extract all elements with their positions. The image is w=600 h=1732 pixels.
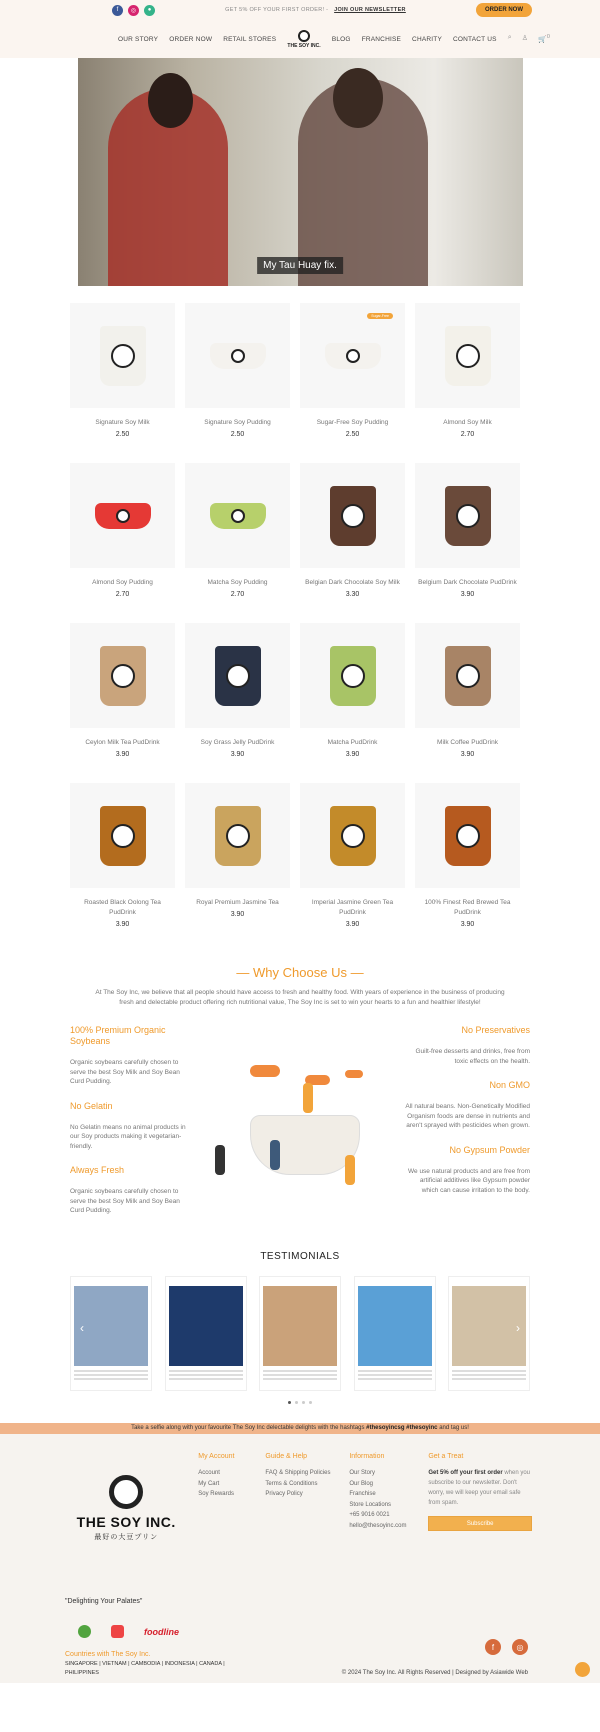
product-price: 3.90 [115,751,130,758]
product-image[interactable] [185,463,290,568]
product-name[interactable]: Imperial Jasmine Green Tea PudDrink [311,899,394,916]
footer-link[interactable]: My Cart [198,1480,220,1487]
post-caption-lines [452,1370,526,1380]
product-image[interactable] [300,783,405,888]
feature-title: No Gelatin [70,1100,113,1111]
logo-mascot-icon [341,664,365,688]
feature-text: Organic soybeans carefully chosen to serve the best Soy Milk and Soy Bean Curd Pudding. [70,1059,180,1085]
footer-email[interactable]: hello@thesoyinc.com [349,1522,407,1529]
cart-count: 0 [546,34,550,41]
chat-widget-icon[interactable] [575,1662,590,1677]
product-price: 3.90 [230,911,245,918]
feature-text: All natural beans. Non-Genetically Modified Organism foods are dense in nutrients and aren't sprayed with pesticides when grown. [405,1103,530,1129]
logo-text: THE SOY INC. [287,42,321,49]
product-image[interactable] [70,783,175,888]
hashtag: #thesoyincsg [366,1425,405,1431]
slider-dot[interactable] [302,1401,305,1404]
product-card[interactable] [185,303,290,463]
product-price: 2.50 [115,431,130,438]
person-illustration [345,1155,355,1185]
chevron-left-icon[interactable]: ‹ [80,1321,84,1335]
product-name[interactable]: Belgian Dark Chocolate Soy Milk [305,579,400,586]
nav-left [118,36,276,43]
copyright: © 2024 The Soy Inc. All Rights Reserved | Designed by Asiawide Web [341,1670,528,1676]
footer-link[interactable]: Our Story [349,1470,376,1476]
partner-logo-foodline[interactable]: foodline [144,1626,179,1637]
product-price: 2.50 [345,431,360,438]
drink-cup-icon [445,486,491,546]
nav-order-now[interactable]: ORDER NOW [169,35,213,43]
instagram-post[interactable] [354,1276,436,1391]
product-price: 2.70 [115,591,130,598]
logo-mascot-icon [456,504,480,528]
footer-logo[interactable] [65,1475,187,1542]
footer-link[interactable]: Franchise [349,1491,376,1497]
partner-logo-grab[interactable] [78,1625,91,1638]
feature-text: Organic soybeans carefully chosen to serve the best Soy Milk and Soy Bean Curd Pudding. [70,1188,180,1214]
post-caption-lines [358,1370,432,1380]
pudding-tub-icon [210,343,266,369]
footer-link[interactable]: FAQ & Shipping Policies [265,1470,331,1476]
product-name[interactable]: Almond Soy Pudding [92,579,153,586]
feature-non-gmo [405,1080,530,1131]
person-illustration [270,1140,280,1170]
product-card[interactable] [185,783,290,943]
product-name[interactable]: Matcha Soy Pudding [207,579,268,586]
product-price: 3.90 [345,751,360,758]
features-right [405,1025,530,1235]
testimonials [0,1251,600,1404]
product-grid [70,303,530,943]
product-card[interactable] [300,623,405,783]
footer-social [485,1639,528,1655]
cloud-icon [345,1070,363,1078]
product-card[interactable] [70,623,175,783]
why-intro: At The Soy Inc, we believe that all people should have access to fresh and healthy food. With years of experience in the business of producing fresh and delectable product offering rich nutritional value, The Soy Inc is set to win your hearts to a fun and healthier lifestyle! [95,989,505,1006]
feature-title: No Preservatives [461,1025,530,1035]
logo-mascot-icon [226,824,250,848]
pudding-tub-icon [325,343,381,369]
slider-dot[interactable] [309,1401,312,1404]
footer [0,1434,600,1683]
product-card[interactable] [70,463,175,623]
drink-cup-icon [445,646,491,706]
logo-mascot-icon [111,344,135,368]
logo-mascot-icon [111,824,135,848]
newsletter-link[interactable]: JOIN OUR NEWSLETTER [334,7,406,13]
product-price: 3.90 [460,921,475,928]
footer-logo-name: THE SOY INC. [76,1514,176,1530]
footer-countries [65,1651,225,1678]
slider-dots [0,1401,600,1404]
features-left [70,1025,195,1235]
soy-tub-illustration [250,1115,360,1175]
hashtag: #thesoyinc [406,1425,438,1431]
order-now-button[interactable]: ORDER NOW [476,3,532,17]
drink-cup-icon [445,806,491,866]
post-photo [169,1286,243,1366]
hero-head-left [148,73,193,128]
countries-title: Countries with The Soy Inc. [65,1651,151,1658]
post-photo [452,1286,526,1366]
drink-cup-icon [330,806,376,866]
footer-phone[interactable]: +65 9016 0021 [349,1512,390,1518]
subscribe-button[interactable]: Subscribe [428,1516,532,1531]
product-card[interactable] [300,783,405,943]
nav-retail-stores[interactable]: RETAIL STORES [223,35,277,43]
footer-link[interactable]: Store Locations [349,1501,392,1508]
product-card[interactable] [185,463,290,623]
feature-title: Non GMO [489,1080,530,1090]
drink-cup-icon [330,646,376,706]
product-price: 3.30 [345,591,360,598]
product-card[interactable] [70,783,175,943]
feature-no-gelatin [70,1101,195,1152]
logo-mascot-icon [109,1475,143,1509]
post-photo [263,1286,337,1366]
feature-text: We use natural products and are free from artificial additives like Gypsum powder which can cause irritation to the body. [408,1167,530,1194]
product-price: 3.90 [230,751,245,758]
feature-always-fresh [70,1165,195,1216]
footer-tagline: "Delighting Your Palates" [65,1598,143,1605]
footer-logo-jp: 最好の大豆プリン [94,1534,159,1541]
feature-no-preservatives [405,1025,530,1066]
logo-mascot-icon [116,509,130,523]
countries-list: SINGAPORE | VIETNAM | CAMBODIA | INDONESIA | CANADA | PHILIPPINES [65,1661,225,1676]
product-image[interactable] [185,623,290,728]
selfie-banner [0,1423,600,1434]
social-links [112,5,155,16]
product-image[interactable] [415,783,520,888]
product-image[interactable] [415,463,520,568]
product-name[interactable]: Belgium Dark Chocolate PudDrink [418,579,517,586]
nav-right [332,36,497,43]
hero-video[interactable] [78,58,523,286]
testimonial-slider[interactable] [70,1276,530,1391]
logo-mascot-icon [456,824,480,848]
testimonials-title: TESTIMONIALS [260,1251,340,1262]
drink-cup-icon [330,486,376,546]
why-title: — Why Choose Us — [236,965,364,980]
cart-icon[interactable]: 🛒$^0$ [538,34,550,44]
product-card[interactable] [415,623,520,783]
logo-mascot-icon [346,349,360,363]
partner-logo-foodpanda[interactable] [111,1625,124,1638]
product-price: 2.70 [460,431,475,438]
post-photo [74,1286,148,1366]
product-card[interactable] [300,303,405,463]
post-caption-lines [169,1370,243,1380]
partner-logos [78,1625,179,1638]
footer-link[interactable]: Account [198,1470,220,1476]
why-illustration [195,1045,405,1235]
footer-link[interactable]: Our Blog [349,1480,374,1487]
logo-mascot-icon [456,664,480,688]
features [70,1025,530,1235]
instagram-icon[interactable]: ◎ [128,5,139,16]
product-card[interactable] [415,783,520,943]
logo-mascot-icon [111,664,135,688]
post-caption-lines [263,1370,337,1380]
product-name[interactable]: Sugar-Free Soy Pudding [316,419,389,426]
product-name[interactable]: Royal Premium Jasmine Tea [196,899,279,906]
product-card[interactable] [70,303,175,463]
product-card[interactable] [415,303,520,463]
person-illustration [303,1083,313,1113]
footer-col-guide [265,1453,349,1542]
drink-cup-icon [215,806,261,866]
treat-title: Get a Treat [428,1453,464,1460]
facebook-icon[interactable]: f [112,5,123,16]
feature-no-gypsum [405,1145,530,1196]
drink-cup-icon [100,806,146,866]
product-name[interactable]: Soy Grass Jelly PudDrink [200,739,275,746]
footer-link[interactable]: Terms & Conditions [265,1480,318,1487]
footer-link[interactable]: Privacy Policy [265,1491,303,1497]
product-price: 3.90 [345,921,360,928]
promo-banner [225,7,406,13]
feature-text: Guilt-free desserts and drinks, free from toxic effects on the health. [415,1048,530,1065]
feature-title: No Gypsum Powder [449,1144,530,1155]
chevron-right-icon[interactable]: › [516,1321,520,1335]
product-image[interactable] [70,623,175,728]
footer-col-info [349,1453,428,1542]
product-price: 2.50 [230,431,245,438]
product-name[interactable]: Signature Soy Milk [95,419,150,426]
product-card[interactable] [415,463,520,623]
product-image[interactable] [70,463,175,568]
nav-franchise[interactable]: FRANCHISE [361,35,402,43]
product-image[interactable] [415,623,520,728]
top-bar [0,0,600,20]
product-image[interactable] [300,623,405,728]
tripadvisor-icon[interactable]: ● [144,5,155,16]
product-price: 3.90 [460,591,475,598]
footer-col-title: Guide & Help [265,1453,308,1460]
feature-text: No Gelatin means no animal products in our Soy products making it vegetarian-friendly. [70,1123,186,1150]
feature-organic [70,1025,195,1087]
product-name[interactable]: 100% Finest Red Brewed Tea PudDrink [424,899,511,916]
feature-title: 100% Premium Organic Soybeans [70,1025,166,1046]
hero-head-right [333,68,383,128]
drink-cup-icon [100,326,146,386]
product-image[interactable] [185,303,290,408]
why-choose-us [0,965,600,1007]
search-icon[interactable]: ⌕ [507,34,512,42]
user-icon[interactable]: ♙ [521,35,528,43]
instagram-icon[interactable]: ◎ [512,1639,528,1655]
footer-treat [428,1453,532,1542]
slider-dot[interactable] [295,1401,298,1404]
product-name[interactable]: Roasted Black Oolong Tea PudDrink [84,899,161,916]
logo-mascot-icon [231,349,245,363]
logo-mascot-icon [226,664,250,688]
selfie-tail: and tag us! [439,1425,469,1431]
drink-cup-icon [445,326,491,386]
treat-text [428,1468,532,1508]
footer-col-title: My Account [198,1453,235,1460]
logo-mascot-icon [231,509,245,523]
treat-body: when you subscribe to our newsletter. Don't worry, we will keep your email safe from spam. [428,1470,531,1506]
product-name[interactable]: Almond Soy Milk [443,419,492,426]
promo-text: GET 5% OFF YOUR FIRST ORDER! - [225,7,329,13]
drink-cup-icon [100,646,146,706]
site-logo[interactable] [287,30,320,49]
instagram-post[interactable] [259,1276,341,1391]
nav-contact-us[interactable]: CONTACT US [452,35,497,43]
product-name[interactable]: Milk Coffee PudDrink [437,739,498,746]
logo-mascot-icon [341,504,365,528]
person-illustration [215,1145,225,1175]
cloud-icon [250,1065,280,1077]
product-price: 3.90 [115,921,130,928]
product-name[interactable]: Matcha PudDrink [327,739,378,746]
footer-col-account [198,1453,265,1542]
nav-icons [508,34,550,43]
hero-caption: My Tau Huay fix. [257,257,343,274]
product-badge: Sugar-Free [367,313,393,319]
product-price: 2.70 [230,591,245,598]
treat-bold: Get 5% off your first order [428,1470,503,1476]
main-nav [0,20,600,58]
product-name[interactable]: Signature Soy Pudding [204,419,271,426]
facebook-icon[interactable]: f [485,1639,501,1655]
footer-col-title: Information [349,1453,385,1460]
nav-our-story[interactable]: OUR STORY [118,35,159,43]
product-image[interactable] [300,303,405,408]
nav-charity[interactable]: CHARITY [412,35,442,43]
logo-mascot-icon [341,824,365,848]
instagram-post[interactable] [165,1276,247,1391]
slider-dot[interactable] [288,1401,291,1404]
pudding-tub-icon [210,503,266,529]
product-image[interactable] [415,303,520,408]
post-photo [358,1286,432,1366]
product-card[interactable] [185,623,290,783]
pudding-tub-icon [95,503,151,529]
product-name[interactable]: Ceylon Milk Tea PudDrink [85,739,160,746]
footer-link[interactable]: Soy Rewards [198,1491,234,1497]
product-image[interactable] [185,783,290,888]
product-card[interactable] [300,463,405,623]
product-price: 3.90 [460,751,475,758]
product-image[interactable] [70,303,175,408]
logo-mascot-icon [456,344,480,368]
post-caption-lines [74,1370,148,1380]
selfie-text: Take a selfie along with your favourite The Soy Inc delectable delights with the hashtags [131,1425,365,1431]
feature-title: Always Fresh [70,1165,125,1175]
nav-blog[interactable]: BLOG [331,35,351,43]
logo-mascot-icon [298,30,310,42]
product-image[interactable] [300,463,405,568]
drink-cup-icon [215,646,261,706]
